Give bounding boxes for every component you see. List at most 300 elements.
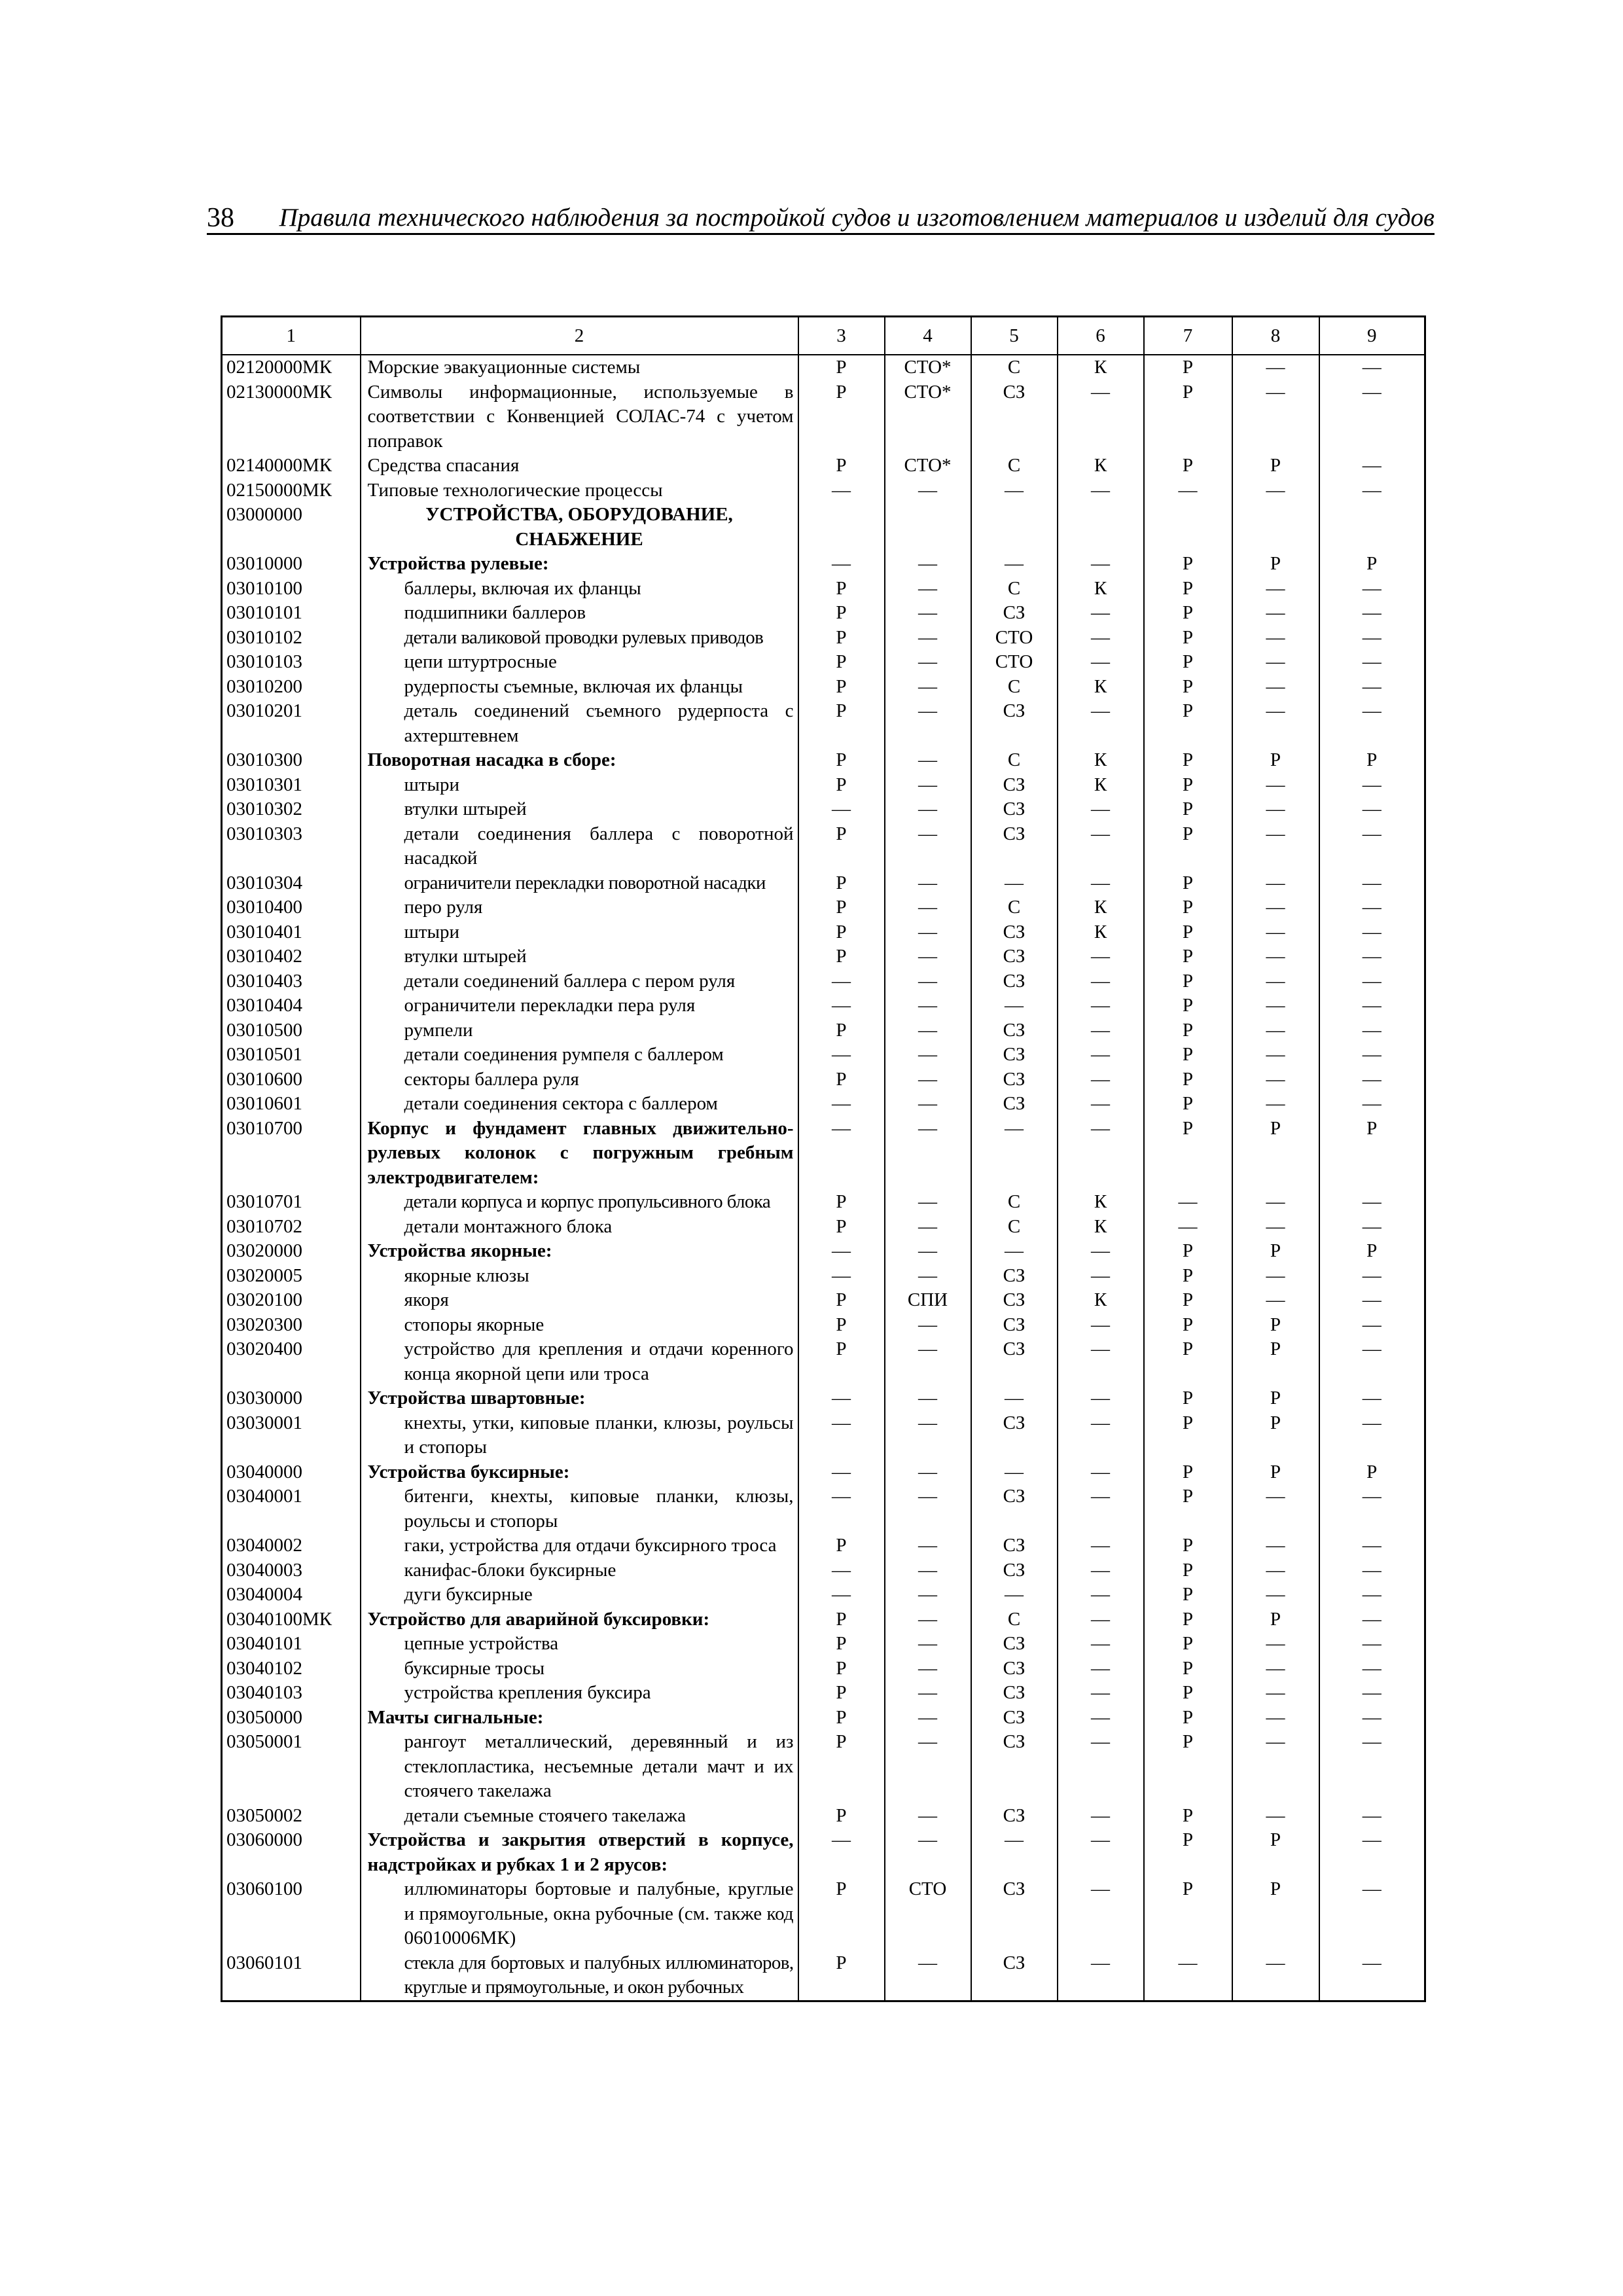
table-row [222, 1706, 1425, 1731]
table-row [222, 1828, 1425, 1877]
table-row [222, 1681, 1425, 1706]
row-value-col-6: — [1058, 552, 1144, 577]
table-row [222, 920, 1425, 945]
column-header-9: 9 [1319, 317, 1425, 355]
row-value-col-4: — [885, 699, 971, 748]
row-value-col-6: — [1058, 699, 1144, 748]
row-value-col-9: Р [1319, 552, 1425, 577]
row-code: 03010303 [222, 822, 361, 871]
row-value-col-6: — [1058, 1018, 1144, 1043]
row-value-col-9: — [1319, 895, 1425, 920]
row-value-col-5: СЗ [971, 1681, 1058, 1706]
table-row [222, 1583, 1425, 1607]
row-value-col-5: СЗ [971, 1558, 1058, 1583]
row-value-col-3: — [798, 969, 885, 994]
row-name: Устройства швартовные: [361, 1386, 798, 1411]
row-name: ограничители перекладки поворотной насадки [361, 871, 798, 896]
row-value-col-3: Р [798, 748, 885, 773]
row-name: канифас-блоки буксирные [361, 1558, 798, 1583]
row-value-col-4: — [885, 1951, 971, 2001]
row-value-col-6: — [1058, 1043, 1144, 1067]
row-value-col-5: С [971, 675, 1058, 700]
row-value-col-7: Р [1144, 699, 1232, 748]
row-value-col-9: — [1319, 1411, 1425, 1460]
row-value-col-3: Р [798, 1607, 885, 1632]
row-name: Морские эвакуационные системы [361, 355, 798, 380]
row-value-col-4: — [885, 1607, 971, 1632]
row-value-col-6: К [1058, 355, 1144, 380]
row-value-col-5: СЗ [971, 1484, 1058, 1534]
row-value-col-9: — [1319, 699, 1425, 748]
row-value-col-9: Р [1319, 1239, 1425, 1264]
row-value-col-7: Р [1144, 1043, 1232, 1067]
row-code: 03050002 [222, 1804, 361, 1829]
row-value-col-6: — [1058, 1706, 1144, 1731]
row-value-col-5: СЗ [971, 1632, 1058, 1657]
row-name: цепные устройства [361, 1632, 798, 1657]
row-value-col-7: Р [1144, 1018, 1232, 1043]
row-name: детали соединений баллера с пером руля [361, 969, 798, 994]
table-row [222, 1043, 1425, 1067]
row-code: 03010201 [222, 699, 361, 748]
table-row [222, 1558, 1425, 1583]
row-code: 02150000МК [222, 478, 361, 503]
table-row [222, 1607, 1425, 1632]
row-value-col-4: — [885, 1117, 971, 1191]
row-value-col-8: — [1232, 601, 1319, 626]
row-name: детали валиковой проводки рулевых приводов [361, 626, 798, 651]
row-value-col-4: — [885, 1411, 971, 1460]
row-code: 03010100 [222, 577, 361, 601]
row-value-col-8: Р [1232, 748, 1319, 773]
row-value-col-8: — [1232, 380, 1319, 454]
row-code: 03020005 [222, 1264, 361, 1289]
row-value-col-7: Р [1144, 626, 1232, 651]
table-row [222, 380, 1425, 454]
row-value-col-3: Р [798, 1632, 885, 1657]
row-value-col-8: Р [1232, 552, 1319, 577]
row-value-col-5: С [971, 454, 1058, 478]
row-value-col-5: СЗ [971, 773, 1058, 798]
row-value-col-8: Р [1232, 1337, 1319, 1386]
table-row [222, 994, 1425, 1018]
row-code: 03010404 [222, 994, 361, 1018]
row-value-col-4: — [885, 1681, 971, 1706]
row-value-col-5: — [971, 1460, 1058, 1485]
row-value-col-7: Р [1144, 355, 1232, 380]
table-row [222, 1411, 1425, 1460]
table-row [222, 1730, 1425, 1804]
row-value-col-3: — [798, 1043, 885, 1067]
row-value-col-5: СЗ [971, 1706, 1058, 1731]
row-value-col-7: Р [1144, 1681, 1232, 1706]
register-table [221, 315, 1426, 2002]
row-value-col-5: С [971, 355, 1058, 380]
row-value-col-3: — [798, 1583, 885, 1607]
row-value-col-5: С [971, 748, 1058, 773]
row-value-col-9: — [1319, 454, 1425, 478]
row-value-col-5: — [971, 1583, 1058, 1607]
table-row [222, 1239, 1425, 1264]
row-value-col-6: — [1058, 1337, 1144, 1386]
row-value-col-7: Р [1144, 871, 1232, 896]
row-value-col-8: — [1232, 675, 1319, 700]
row-value-col-4: — [885, 822, 971, 871]
row-code: 03020000 [222, 1239, 361, 1264]
row-value-col-6: К [1058, 920, 1144, 945]
row-value-col-6: К [1058, 1190, 1144, 1215]
row-name: подшипники баллеров [361, 601, 798, 626]
row-value-col-3: — [798, 1239, 885, 1264]
table-row [222, 503, 1425, 552]
row-value-col-6: К [1058, 675, 1144, 700]
row-value-col-8: — [1232, 626, 1319, 651]
row-value-col-5 [971, 503, 1058, 552]
row-value-col-5: СТО [971, 650, 1058, 675]
row-value-col-3: Р [798, 1215, 885, 1240]
row-value-col-9: — [1319, 650, 1425, 675]
row-value-col-3: Р [798, 1681, 885, 1706]
row-name: штыри [361, 920, 798, 945]
row-code: 02120000МК [222, 355, 361, 380]
row-value-col-6: К [1058, 577, 1144, 601]
row-value-col-4: — [885, 1386, 971, 1411]
row-value-col-7: Р [1144, 773, 1232, 798]
row-value-col-5: СЗ [971, 699, 1058, 748]
row-value-col-5: СЗ [971, 969, 1058, 994]
row-name: битенги, кнехты, киповые планки, клюзы, роульсы и стопоры [361, 1484, 798, 1534]
row-value-col-7: Р [1144, 1632, 1232, 1657]
row-value-col-3: Р [798, 1804, 885, 1829]
row-value-col-7: Р [1144, 1607, 1232, 1632]
column-header-8: 8 [1232, 317, 1319, 355]
row-value-col-4: — [885, 650, 971, 675]
row-code: 03060100 [222, 1877, 361, 1951]
row-code: 03040000 [222, 1460, 361, 1485]
row-value-col-7: Р [1144, 577, 1232, 601]
row-name: якоря [361, 1288, 798, 1313]
row-value-col-7: Р [1144, 1264, 1232, 1289]
row-value-col-8: — [1232, 355, 1319, 380]
row-value-col-4: — [885, 920, 971, 945]
row-value-col-4: — [885, 1067, 971, 1092]
row-value-col-4: — [885, 675, 971, 700]
row-code: 03010304 [222, 871, 361, 896]
row-value-col-7: Р [1144, 1067, 1232, 1092]
table-row [222, 1460, 1425, 1485]
row-value-col-4: — [885, 1018, 971, 1043]
row-name: Мачты сигнальные: [361, 1706, 798, 1731]
row-value-col-5: СЗ [971, 1951, 1058, 2001]
row-value-col-3: Р [798, 454, 885, 478]
row-value-col-9: — [1319, 1484, 1425, 1534]
row-code: 03010103 [222, 650, 361, 675]
row-value-col-8: Р [1232, 1828, 1319, 1877]
row-value-col-7: Р [1144, 1804, 1232, 1829]
row-value-col-3: Р [798, 871, 885, 896]
row-name: дуги буксирные [361, 1583, 798, 1607]
row-value-col-9: — [1319, 1607, 1425, 1632]
row-code: 03040001 [222, 1484, 361, 1534]
row-value-col-3: — [798, 1558, 885, 1583]
row-value-col-8: — [1232, 920, 1319, 945]
row-value-col-4: — [885, 1092, 971, 1117]
row-value-col-8: — [1232, 650, 1319, 675]
row-value-col-4: — [885, 478, 971, 503]
table-row [222, 1018, 1425, 1043]
row-value-col-3: Р [798, 1190, 885, 1215]
row-value-col-3: Р [798, 1657, 885, 1681]
row-value-col-4: — [885, 1583, 971, 1607]
row-code: 03030001 [222, 1411, 361, 1460]
row-value-col-6: — [1058, 1117, 1144, 1191]
row-value-col-9: — [1319, 994, 1425, 1018]
row-value-col-8: Р [1232, 1607, 1319, 1632]
row-value-col-7: Р [1144, 895, 1232, 920]
row-code: 03010200 [222, 675, 361, 700]
row-value-col-9: — [1319, 626, 1425, 651]
row-value-col-7: Р [1144, 1288, 1232, 1313]
table-row [222, 944, 1425, 969]
row-value-col-3: Р [798, 1313, 885, 1338]
row-value-col-8: — [1232, 1632, 1319, 1657]
row-code: 03010300 [222, 748, 361, 773]
row-value-col-8: Р [1232, 1386, 1319, 1411]
row-value-col-7 [1144, 503, 1232, 552]
row-code: 03010501 [222, 1043, 361, 1067]
row-name: детали соединения баллера с поворотной насадкой [361, 822, 798, 871]
row-value-col-7: Р [1144, 920, 1232, 945]
row-value-col-6: — [1058, 1313, 1144, 1338]
table-row [222, 577, 1425, 601]
table-row [222, 748, 1425, 773]
row-value-col-6: — [1058, 969, 1144, 994]
row-code: 03030000 [222, 1386, 361, 1411]
row-name: Устройства буксирные: [361, 1460, 798, 1485]
row-value-col-7: Р [1144, 1558, 1232, 1583]
row-value-col-8: — [1232, 1264, 1319, 1289]
row-value-col-8: — [1232, 1657, 1319, 1681]
row-value-col-4: — [885, 797, 971, 822]
row-value-col-3: Р [798, 650, 885, 675]
row-value-col-9: — [1319, 1558, 1425, 1583]
table-row [222, 626, 1425, 651]
row-value-col-4: — [885, 944, 971, 969]
row-value-col-8: — [1232, 1804, 1319, 1829]
row-code: 03010702 [222, 1215, 361, 1240]
row-code: 03010301 [222, 773, 361, 798]
row-value-col-6: — [1058, 1951, 1144, 2001]
row-name: Устройства рулевые: [361, 552, 798, 577]
row-value-col-5: СЗ [971, 920, 1058, 945]
row-value-col-3: Р [798, 895, 885, 920]
row-name: Устройства якорные: [361, 1239, 798, 1264]
row-value-col-6: — [1058, 871, 1144, 896]
row-value-col-9: — [1319, 1583, 1425, 1607]
row-value-col-5: СЗ [971, 797, 1058, 822]
row-value-col-7: Р [1144, 1706, 1232, 1731]
row-value-col-3: Р [798, 920, 885, 945]
row-value-col-8: — [1232, 1043, 1319, 1067]
row-code: 03040102 [222, 1657, 361, 1681]
row-value-col-4: — [885, 871, 971, 896]
row-value-col-6: — [1058, 1092, 1144, 1117]
row-name: деталь соединений съемного рудерпоста с ахтерштевнем [361, 699, 798, 748]
row-value-col-5: С [971, 577, 1058, 601]
row-value-col-8: — [1232, 1018, 1319, 1043]
row-code: 03010700 [222, 1117, 361, 1191]
row-name: УСТРОЙСТВА, ОБОРУДОВАНИЕ, СНАБЖЕНИЕ [361, 503, 798, 552]
row-value-col-9: — [1319, 822, 1425, 871]
row-value-col-6: — [1058, 1067, 1144, 1092]
column-header-2: 2 [361, 317, 798, 355]
row-value-col-5: СЗ [971, 1804, 1058, 1829]
row-value-col-9: — [1319, 1951, 1425, 2001]
row-value-col-9: Р [1319, 1117, 1425, 1191]
row-code: 03040002 [222, 1534, 361, 1558]
row-value-col-3: Р [798, 1067, 885, 1092]
row-value-col-7: Р [1144, 944, 1232, 969]
row-value-col-3: Р [798, 1288, 885, 1313]
row-value-col-4: — [885, 773, 971, 798]
row-value-col-5: СЗ [971, 380, 1058, 454]
row-code: 03040004 [222, 1583, 361, 1607]
row-value-col-9 [1319, 503, 1425, 552]
row-value-col-6: — [1058, 626, 1144, 651]
row-name: детали съемные стоячего такелажа [361, 1804, 798, 1829]
row-value-col-5: СЗ [971, 1657, 1058, 1681]
row-value-col-8: Р [1232, 1877, 1319, 1951]
table-row [222, 650, 1425, 675]
row-value-col-6: — [1058, 1583, 1144, 1607]
row-value-col-9: — [1319, 1288, 1425, 1313]
row-value-col-4: — [885, 994, 971, 1018]
row-value-col-9: — [1319, 944, 1425, 969]
row-value-col-6: — [1058, 1484, 1144, 1534]
row-value-col-8: — [1232, 1558, 1319, 1583]
table-row [222, 797, 1425, 822]
row-value-col-7: Р [1144, 380, 1232, 454]
row-value-col-4: — [885, 1190, 971, 1215]
row-value-col-9: — [1319, 1730, 1425, 1804]
row-value-col-8: Р [1232, 1313, 1319, 1338]
row-value-col-9: — [1319, 355, 1425, 380]
row-value-col-6: — [1058, 1681, 1144, 1706]
row-value-col-6: — [1058, 1411, 1144, 1460]
row-value-col-7: — [1144, 1190, 1232, 1215]
row-value-col-3: — [798, 478, 885, 503]
row-value-col-7: Р [1144, 1386, 1232, 1411]
row-value-col-7: Р [1144, 601, 1232, 626]
row-value-col-3: Р [798, 675, 885, 700]
row-value-col-3: — [798, 994, 885, 1018]
row-value-col-4: — [885, 1706, 971, 1731]
row-value-col-9: — [1319, 1264, 1425, 1289]
row-value-col-6: — [1058, 1877, 1144, 1951]
table-row [222, 822, 1425, 871]
row-name: детали соединения румпеля с баллером [361, 1043, 798, 1067]
row-value-col-6: — [1058, 1534, 1144, 1558]
row-value-col-6: — [1058, 1804, 1144, 1829]
row-code: 03010302 [222, 797, 361, 822]
row-value-col-4: СТО* [885, 380, 971, 454]
row-value-col-5: С [971, 1215, 1058, 1240]
table-row [222, 1534, 1425, 1558]
row-value-col-3: Р [798, 1337, 885, 1386]
table-row [222, 969, 1425, 994]
table-row [222, 895, 1425, 920]
row-value-col-4: — [885, 748, 971, 773]
row-value-col-3: — [798, 1092, 885, 1117]
row-name: Типовые технологические процессы [361, 478, 798, 503]
row-value-col-8: — [1232, 895, 1319, 920]
row-value-col-4: — [885, 1730, 971, 1804]
row-value-col-5: — [971, 1828, 1058, 1877]
row-code: 03010402 [222, 944, 361, 969]
row-value-col-9: — [1319, 1215, 1425, 1240]
table-row [222, 1092, 1425, 1117]
row-value-col-4: — [885, 1460, 971, 1485]
row-name: втулки штырей [361, 944, 798, 969]
row-code: 03020300 [222, 1313, 361, 1338]
row-value-col-5: — [971, 1239, 1058, 1264]
row-value-col-6: — [1058, 994, 1144, 1018]
row-value-col-4: — [885, 626, 971, 651]
row-value-col-6: К [1058, 1288, 1144, 1313]
row-value-col-8: — [1232, 478, 1319, 503]
row-value-col-5: СЗ [971, 1411, 1058, 1460]
row-value-col-7: Р [1144, 1730, 1232, 1804]
row-value-col-9: Р [1319, 748, 1425, 773]
row-value-col-8: Р [1232, 1411, 1319, 1460]
row-value-col-9: — [1319, 1828, 1425, 1877]
row-value-col-6: — [1058, 1239, 1144, 1264]
row-value-col-3: — [798, 1386, 885, 1411]
row-code: 03010102 [222, 626, 361, 651]
row-value-col-7: Р [1144, 1337, 1232, 1386]
row-value-col-3: Р [798, 1730, 885, 1804]
row-value-col-7: — [1144, 1215, 1232, 1240]
row-value-col-5: С [971, 1607, 1058, 1632]
row-code: 03050000 [222, 1706, 361, 1731]
row-value-col-5: СЗ [971, 1337, 1058, 1386]
row-name: Поворотная насадка в сборе: [361, 748, 798, 773]
row-value-col-9: — [1319, 1018, 1425, 1043]
row-value-col-9: — [1319, 1043, 1425, 1067]
row-value-col-9: — [1319, 1681, 1425, 1706]
row-value-col-9: — [1319, 797, 1425, 822]
row-value-col-8: Р [1232, 1239, 1319, 1264]
row-code: 03040100МК [222, 1607, 361, 1632]
row-value-col-3: Р [798, 773, 885, 798]
row-value-col-7: Р [1144, 1313, 1232, 1338]
row-value-col-7: Р [1144, 1828, 1232, 1877]
row-value-col-8: — [1232, 969, 1319, 994]
column-header-5: 5 [971, 317, 1058, 355]
row-value-col-5: СЗ [971, 1092, 1058, 1117]
row-value-col-3: — [798, 1117, 885, 1191]
row-value-col-3: — [798, 1484, 885, 1534]
row-value-col-3: Р [798, 944, 885, 969]
row-value-col-6: — [1058, 650, 1144, 675]
table-row [222, 1804, 1425, 1829]
row-value-col-9: — [1319, 773, 1425, 798]
row-value-col-5: СЗ [971, 1018, 1058, 1043]
row-name: устройство для крепления и отдачи коренного конца якорной цепи или троса [361, 1337, 798, 1386]
row-value-col-9: — [1319, 478, 1425, 503]
row-value-col-3: Р [798, 1951, 885, 2001]
row-value-col-3: — [798, 1264, 885, 1289]
